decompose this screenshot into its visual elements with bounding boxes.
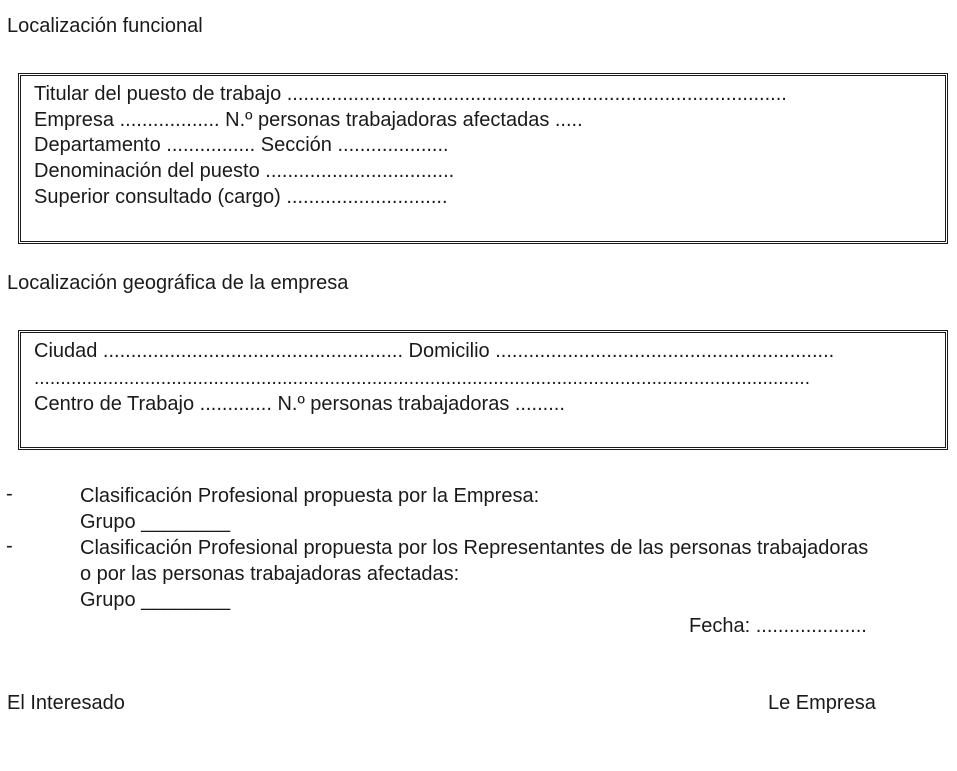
ciudad-line: Ciudad ...................................................... Domicilio ............................................................. [34, 340, 835, 362]
empresa-line: Empresa .................. N.º personas trabajadoras afectadas ..... [34, 109, 583, 131]
list-bullet: - [6, 483, 13, 505]
signature-empresa: Le Empresa [768, 692, 876, 714]
section-title-geografica: Localización geográfica de la empresa [7, 272, 349, 294]
section-title-funcional: Localización funcional [7, 15, 203, 37]
list-bullet: - [6, 535, 13, 557]
clasificacion-representantes-text-cont: o por las personas trabajadoras afectadas: [80, 563, 460, 585]
superior-line: Superior consultado (cargo) ............................. [34, 186, 448, 208]
signature-interesado: El Interesado [7, 692, 125, 714]
centro-trabajo-line: Centro de Trabajo ............. N.º personas trabajadoras ......... [34, 393, 565, 415]
fecha-field: Fecha: .................... [689, 615, 867, 637]
clasificacion-empresa-text: Clasificación Profesional propuesta por la Empresa: [80, 485, 540, 507]
geografica-box [18, 330, 948, 450]
denominacion-line: Denominación del puesto .................................. [34, 160, 455, 182]
grupo-representantes-field: Grupo ________ [80, 589, 231, 611]
titular-line: Titular del puesto de trabajo .......................................................................................... [34, 83, 787, 105]
domicilio-continuation-line: ................................................................................................................................................... [34, 368, 810, 389]
departamento-line: Departamento ................ Sección .................... [34, 134, 449, 156]
clasificacion-representantes-text: Clasificación Profesional propuesta por los Representantes de las personas trabajadoras [80, 537, 869, 559]
grupo-empresa-field: Grupo ________ [80, 511, 231, 533]
funcional-box [18, 73, 948, 244]
